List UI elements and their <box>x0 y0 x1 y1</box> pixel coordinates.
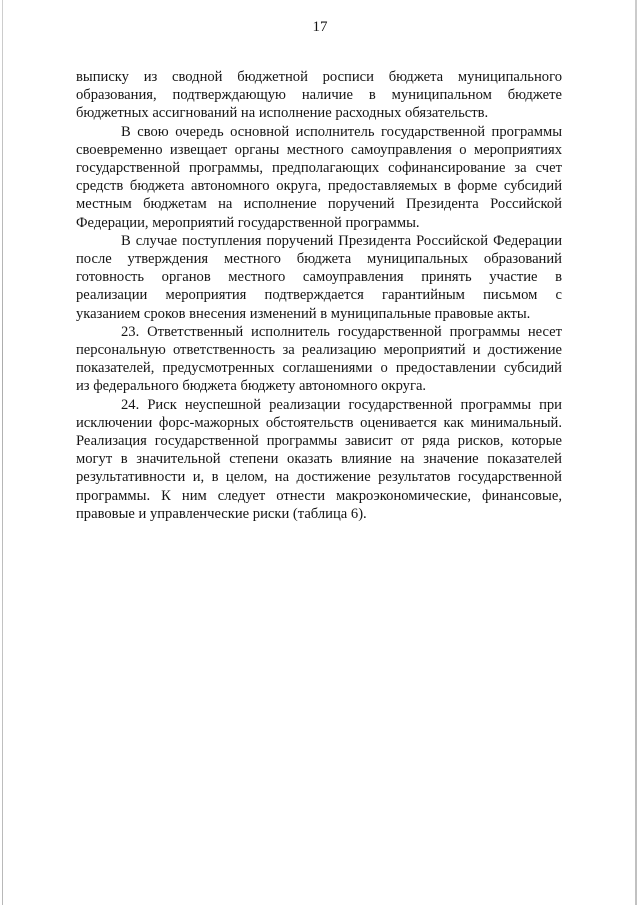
text-line: результативности и, в целом, на достижение результатов государственной <box>76 469 562 486</box>
text-line: могут в значительной степени оказать влияние на значение показателей <box>76 451 562 468</box>
text-line: средств бюджета автономного округа, предоставляемых в форме субсидий <box>76 178 562 195</box>
text-line: готовность органов местного самоуправления принять участие в <box>76 269 562 286</box>
paragraph <box>76 123 562 232</box>
document-body <box>76 68 562 523</box>
text-line: В свою очередь основной исполнитель государственной программы <box>121 123 562 140</box>
text-line: реализации мероприятия подтверждается гарантийным письмом с <box>76 287 562 304</box>
text-line: персональную ответственность за реализацию мероприятий и достижение <box>76 342 562 359</box>
text-line: правовые и управленческие риски (таблица 6). <box>76 505 367 522</box>
text-line: государственной программы, предполагающих софинансирование за счет <box>76 160 562 177</box>
paragraph <box>76 323 562 396</box>
text-line: программы. К ним следует отнести макроэкономические, финансовые, <box>76 487 562 504</box>
text-line: 23. Ответственный исполнитель государственной программы несет <box>121 323 562 340</box>
text-line: из федерального бюджета бюджету автономного округа. <box>76 378 427 395</box>
text-line: своевременно извещает органы местного самоуправления о мероприятиях <box>76 141 562 158</box>
text-line: бюджетных ассигнований на исполнение расходных обязательств. <box>76 105 489 122</box>
text-line: указанием сроков внесения изменений в муниципальные правовые акты. <box>76 305 531 322</box>
scan-left-edge <box>2 0 3 905</box>
text-line: В случае поступления поручений Президента Российской Федерации <box>121 232 562 249</box>
text-line: местным бюджетам на исполнение поручений Президента Российской <box>76 196 562 213</box>
paragraph <box>76 68 562 123</box>
text-line: образования, подтверждающую наличие в муниципальном бюджете <box>76 87 562 104</box>
page-number: 17 <box>312 19 328 35</box>
text-line: после утверждения местного бюджета муниципальных образований <box>76 251 562 268</box>
text-line: Реализация государственной программы зависит от ряда рисков, которые <box>76 433 562 450</box>
text-line: выписку из сводной бюджетной росписи бюджета муниципального <box>76 69 562 85</box>
text-line: 24. Риск неуспешной реализации государственной программы при <box>121 396 562 413</box>
scan-right-edge <box>635 0 637 905</box>
text-line: исключении форс-мажорных обстоятельств оценивается как минимальный. <box>76 414 562 431</box>
text-line: показателей, предусмотренных соглашениями о предоставлении субсидий <box>76 360 562 377</box>
text-line: Федерации, мероприятий государственной программы. <box>76 214 420 231</box>
paragraph <box>76 396 562 523</box>
paragraph <box>76 232 562 323</box>
